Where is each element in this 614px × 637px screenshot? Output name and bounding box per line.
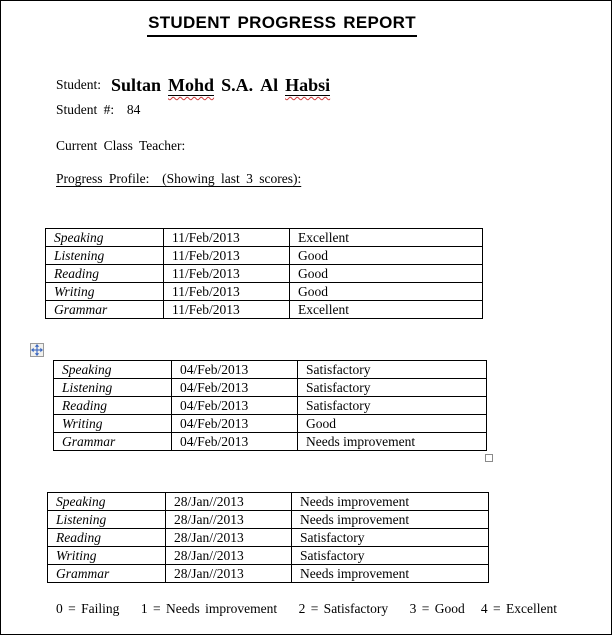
table-row xyxy=(46,265,483,283)
teacher-line: Current Class Teacher: xyxy=(56,138,186,153)
score-cell: Needs improvement xyxy=(292,565,489,583)
date-cell: 28/Jan//2013 xyxy=(166,547,292,565)
student-number-value: 84 xyxy=(126,102,141,117)
date-cell: 11/Feb/2013 xyxy=(164,283,290,301)
date-cell: 11/Feb/2013 xyxy=(164,247,290,265)
student-name-part-misspelled: Habsi xyxy=(285,75,331,95)
table-row xyxy=(54,361,487,379)
score-cell: Satisfactory xyxy=(298,379,487,397)
score-cell: Excellent xyxy=(290,229,483,247)
date-cell: 04/Feb/2013 xyxy=(172,433,298,451)
table-row xyxy=(54,379,487,397)
table-row xyxy=(48,493,489,511)
score-cell: Good xyxy=(290,265,483,283)
table-row xyxy=(46,229,483,247)
date-cell: 11/Feb/2013 xyxy=(164,265,290,283)
student-name xyxy=(111,75,330,95)
table-row xyxy=(48,565,489,583)
student-name-part-misspelled: Mohd xyxy=(168,75,215,95)
student-name-line xyxy=(56,75,330,96)
student-label: Student: xyxy=(56,77,102,92)
date-cell: 04/Feb/2013 xyxy=(172,397,298,415)
table-row xyxy=(48,511,489,529)
table-row xyxy=(46,247,483,265)
skill-cell: Listening xyxy=(46,247,164,265)
score-cell: Needs improvement xyxy=(298,433,487,451)
table-resize-handle[interactable] xyxy=(485,454,493,462)
table-row xyxy=(54,415,487,433)
move-icon xyxy=(31,344,43,356)
score-cell: Excellent xyxy=(290,301,483,319)
skill-cell: Speaking xyxy=(46,229,164,247)
scores-table-1 xyxy=(45,228,483,319)
skill-cell: Reading xyxy=(54,397,172,415)
table-row xyxy=(46,301,483,319)
date-cell: 28/Jan//2013 xyxy=(166,511,292,529)
title-row xyxy=(1,13,563,37)
score-cell: Satisfactory xyxy=(298,361,487,379)
date-cell: 04/Feb/2013 xyxy=(172,361,298,379)
student-name-part: S.A. xyxy=(221,75,254,95)
skill-cell: Reading xyxy=(46,265,164,283)
skill-cell: Grammar xyxy=(48,565,166,583)
skill-cell: Listening xyxy=(54,379,172,397)
student-name-part: Sultan xyxy=(111,75,162,95)
skill-cell: Listening xyxy=(48,511,166,529)
table-move-handle[interactable] xyxy=(30,343,44,357)
skill-cell: Writing xyxy=(46,283,164,301)
score-legend: 0 = Failing 1 = Needs improvement 2 = Satisfactory 3 = Good 4 = Excellent xyxy=(56,601,557,616)
skill-cell: Reading xyxy=(48,529,166,547)
table-row xyxy=(54,397,487,415)
date-cell: 11/Feb/2013 xyxy=(164,229,290,247)
date-cell: 28/Jan//2013 xyxy=(166,493,292,511)
student-name-part: Al xyxy=(260,75,279,95)
date-cell: 04/Feb/2013 xyxy=(172,415,298,433)
date-cell: 11/Feb/2013 xyxy=(164,301,290,319)
table-row xyxy=(48,529,489,547)
scores-table-2 xyxy=(53,360,487,451)
score-cell: Satisfactory xyxy=(292,547,489,565)
table-row xyxy=(46,283,483,301)
date-cell: 04/Feb/2013 xyxy=(172,379,298,397)
page-title: STUDENT PROGRESS REPORT xyxy=(147,13,417,37)
skill-cell: Writing xyxy=(54,415,172,433)
skill-cell: Grammar xyxy=(54,433,172,451)
skill-cell: Speaking xyxy=(48,493,166,511)
student-number-label: Student #: xyxy=(56,102,115,117)
score-cell: Needs improvement xyxy=(292,511,489,529)
date-cell: 28/Jan//2013 xyxy=(166,529,292,547)
table-row xyxy=(54,433,487,451)
score-cell: Satisfactory xyxy=(298,397,487,415)
skill-cell: Speaking xyxy=(54,361,172,379)
score-cell: Good xyxy=(290,247,483,265)
skill-cell: Writing xyxy=(48,547,166,565)
date-cell: 28/Jan//2013 xyxy=(166,565,292,583)
profile-heading xyxy=(56,171,301,187)
student-number-line xyxy=(56,102,140,118)
profile-heading-text: Progress Profile: (Showing last 3 scores): xyxy=(56,171,302,186)
score-cell: Good xyxy=(298,415,487,433)
table-row xyxy=(48,547,489,565)
score-cell: Good xyxy=(290,283,483,301)
score-cell: Needs improvement xyxy=(292,493,489,511)
scores-table-3 xyxy=(47,492,489,583)
score-cell: Satisfactory xyxy=(292,529,489,547)
skill-cell: Grammar xyxy=(46,301,164,319)
